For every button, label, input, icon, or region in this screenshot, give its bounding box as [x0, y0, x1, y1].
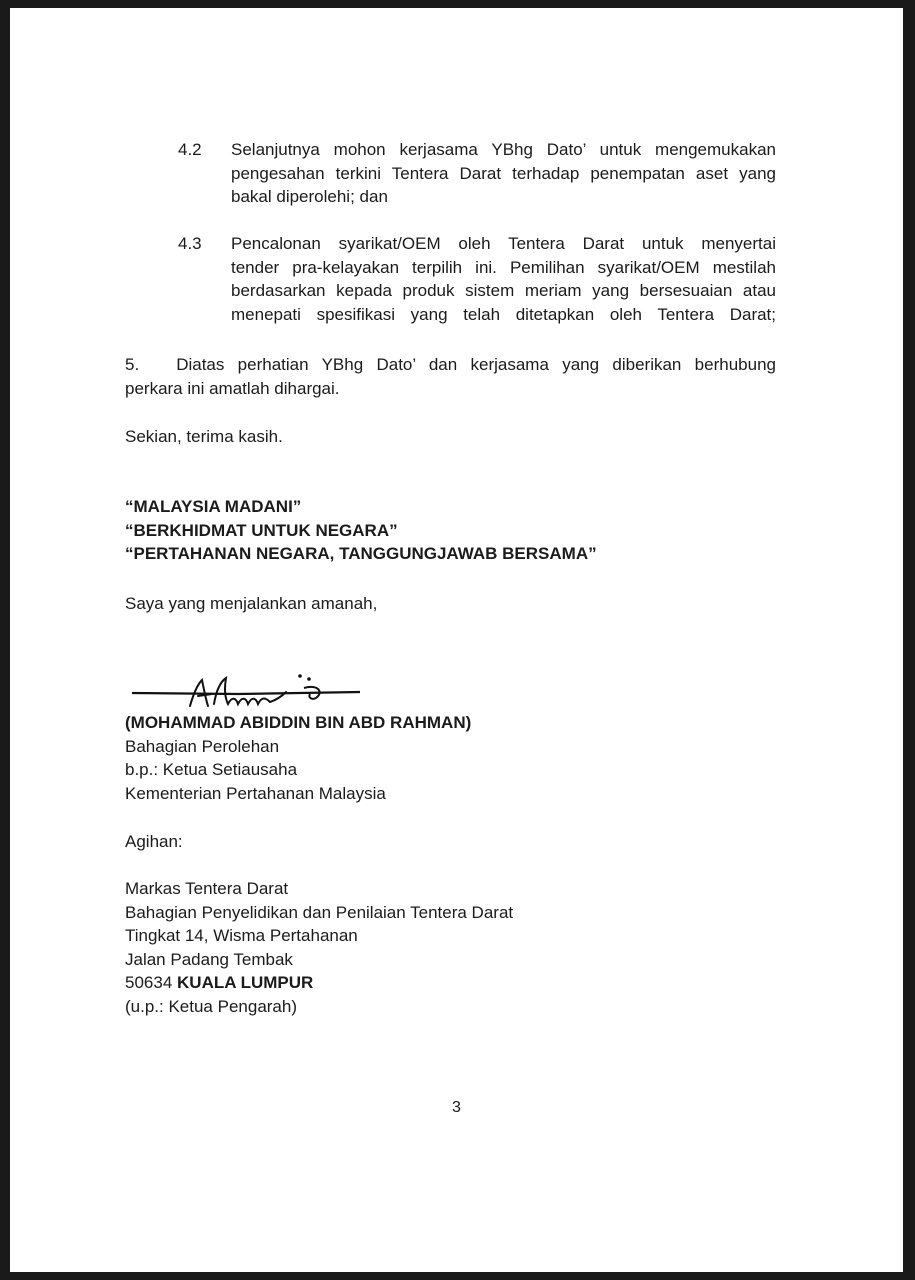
paragraph-5	[125, 353, 776, 400]
address-line: Markas Tentera Darat	[125, 879, 289, 898]
text-line: bakal diperolehi; dan	[231, 187, 388, 206]
closing-line: Sekian, terima kasih.	[125, 427, 283, 446]
text-line: tender pra-kelayakan terpilih ini. Pemilihan syarikat/OEM mestilah	[231, 257, 776, 277]
item-number: 4.2	[178, 140, 202, 159]
motto-block	[125, 495, 597, 566]
motto-line: “BERKHIDMAT UNTUK NEGARA”	[125, 520, 398, 540]
text-line: pengesahan terkini Tentera Darat terhadap penempatan aset yang	[231, 163, 776, 183]
signatory-ministry: Kementerian Pertahanan Malaysia	[125, 783, 386, 803]
page-number: 3	[452, 1099, 461, 1116]
distribution-address	[125, 877, 513, 1018]
item-text	[231, 232, 776, 326]
paragraph-number: 5.	[125, 355, 140, 374]
text-line: Diatas perhatian YBhg Dato’ dan kerjasama yang diberikan berhubung	[176, 355, 776, 374]
document-page	[10, 8, 903, 1272]
signature-image	[128, 670, 368, 716]
trust-line: Saya yang menjalankan amanah,	[125, 594, 378, 613]
distribution-label: Agihan:	[125, 832, 183, 851]
motto-line: “MALAYSIA MADANI”	[125, 497, 302, 516]
text-line: Pencalonan syarikat/OEM oleh Tentera Darat untuk menyertai	[231, 234, 776, 253]
text-line: menepati spesifikasi yang telah ditetapkan oleh Tentera Darat;	[231, 304, 776, 324]
signatory-block	[125, 711, 471, 805]
item-number: 4.3	[178, 234, 202, 253]
address-line: Jalan Padang Tembak	[125, 949, 293, 969]
item-text	[231, 138, 776, 209]
signatory-on-behalf: b.p.: Ketua Setiausaha	[125, 760, 298, 779]
address-line: Bahagian Penyelidikan dan Penilaian Tentera Darat	[125, 902, 514, 922]
signatory-division: Bahagian Perolehan	[125, 736, 280, 756]
text-line: perkara ini amatlah dihargai.	[125, 378, 340, 398]
attention-line: (u.p.: Ketua Pengarah)	[125, 996, 298, 1016]
address-city-line	[125, 971, 513, 995]
city: KUALA LUMPUR	[177, 973, 314, 992]
address-line: Tingkat 14, Wisma Pertahanan	[125, 926, 358, 945]
signatory-name: (MOHAMMAD ABIDDIN BIN ABD RAHMAN)	[125, 713, 472, 732]
text-line: Selanjutnya mohon kerjasama YBhg Dato’ untuk mengemukakan	[231, 140, 776, 159]
text-line: berdasarkan kepada produk sistem meriam yang bersesuaian atau	[231, 281, 776, 300]
motto-line: “PERTAHANAN NEGARA, TANGGUNGJAWAB BERSAMA”	[125, 544, 597, 563]
postcode: 50634	[125, 973, 173, 992]
